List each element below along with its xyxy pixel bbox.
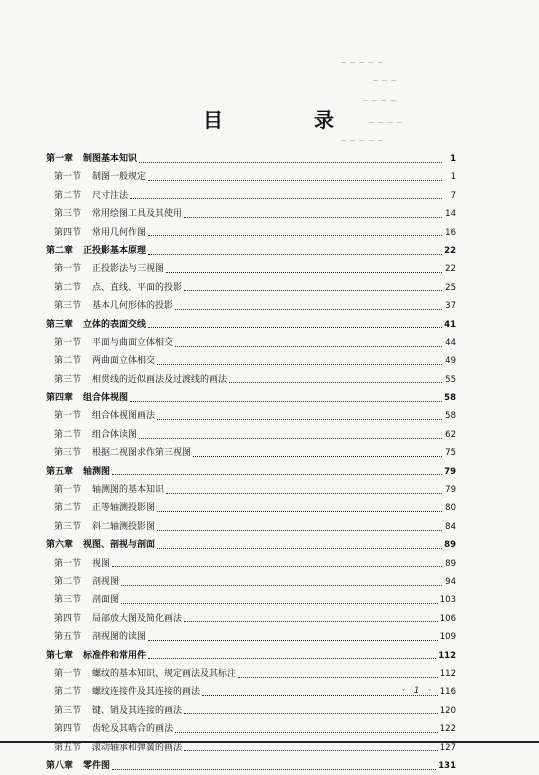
toc-entry-number: 第一节: [54, 558, 82, 569]
toc-page-number: 37: [445, 301, 456, 312]
toc-dot-leader: [130, 192, 442, 199]
toc-entry-title: 齿轮及其啮合的画法: [92, 724, 174, 735]
toc-chapter-row: [46, 463, 456, 481]
toc-section-row: [46, 628, 456, 646]
toc-page-number: 80: [445, 503, 456, 514]
toc-page-number: 14: [445, 209, 456, 220]
toc-entry-number: 第三节: [54, 374, 82, 385]
toc-page-number: 1: [450, 154, 456, 164]
toc-entry-number: 第二节: [54, 282, 82, 293]
faint-handwriting-scribble: ~ ~ ~ ~: [362, 96, 397, 105]
toc-page-number: 89: [444, 540, 456, 551]
toc-page-number: 112: [438, 650, 456, 661]
toc-page-number: 127: [439, 742, 456, 753]
toc-dot-leader: [148, 652, 436, 659]
toc-entry-title: 点、直线、平面的投影: [92, 282, 183, 293]
toc-entry-number: 第一节: [54, 668, 82, 679]
toc-entry-title: 正投影基本原理: [83, 245, 147, 256]
toc-entry-title: 斜二轴测投影图: [92, 521, 156, 532]
toc-entry-number: 第三节: [54, 301, 82, 312]
toc-entry-title: 两曲面立体相交: [92, 356, 156, 367]
toc-entry-number: 第二节: [54, 429, 82, 440]
toc-entry-number: 第五节: [54, 742, 82, 753]
toc-page-number: 75: [445, 448, 456, 459]
toc-entry-title: 局部放大图及简化画法: [92, 613, 183, 624]
toc-page-number: 22: [444, 245, 456, 256]
toc-section-row: [46, 591, 456, 609]
toc-entry-number: 第一章: [46, 154, 74, 164]
toc-section-row: [46, 665, 456, 683]
toc-entry-title: 立体的表面交线: [83, 319, 147, 330]
toc-page-number: 62: [445, 429, 456, 440]
table-of-contents: [46, 150, 456, 775]
toc-section-row: [46, 224, 456, 242]
toc-entry-title: 常用几何作图: [92, 227, 147, 238]
toc-entry-number: 第一节: [54, 411, 82, 422]
toc-dot-leader: [175, 340, 442, 347]
toc-chapter-row: [46, 647, 456, 665]
toc-dot-leader: [184, 707, 438, 714]
toc-entry-title: 螺纹的基本知识、规定画法及其标注: [92, 668, 237, 679]
toc-page-number: 55: [445, 374, 456, 385]
toc-dot-leader: [193, 450, 442, 457]
toc-entry-title: 常用绘图工具及其使用: [92, 209, 183, 220]
toc-page-number: 94: [445, 576, 456, 587]
toc-page-number: 58: [444, 393, 456, 404]
toc-dot-leader: [139, 432, 442, 439]
toc-entry-number: 第七章: [46, 650, 74, 661]
toc-dot-leader: [121, 597, 438, 604]
toc-entry-title: 尺寸注法: [92, 190, 129, 201]
toc-dot-leader: [184, 615, 438, 622]
toc-entry-title: 组合体视图画法: [92, 411, 156, 422]
toc-chapter-row: [46, 389, 456, 407]
toc-section-row: [46, 518, 456, 536]
toc-section-row: [46, 334, 456, 352]
toc-section-row: [46, 702, 456, 720]
toc-page-number: 49: [445, 356, 456, 367]
toc-section-row: [46, 297, 456, 315]
toc-entry-title: 组合体读图: [92, 429, 138, 440]
toc-dot-leader: [112, 560, 442, 567]
toc-entry-title: 制图基本知识: [83, 154, 138, 164]
toc-dot-leader: [148, 248, 442, 255]
toc-page-number: 44: [445, 337, 456, 348]
toc-chapter-row: [46, 316, 456, 334]
toc-section-row: [46, 683, 456, 701]
toc-entry-number: 第三章: [46, 319, 74, 330]
toc-entry-title: 轴测图: [83, 466, 111, 477]
toc-entry-number: 第三节: [54, 521, 82, 532]
toc-page-number: 84: [445, 521, 456, 532]
toc-section-row: [46, 407, 456, 425]
toc-entry-number: 第八章: [46, 760, 74, 771]
toc-entry-number: 第四节: [54, 227, 82, 238]
toc-dot-leader: [175, 726, 438, 733]
toc-section-row: [46, 444, 456, 462]
toc-entry-number: 第二节: [54, 503, 82, 514]
toc-entry-title: 剖视图的读图: [92, 632, 147, 643]
toc-dot-leader: [157, 524, 442, 531]
toc-section-row: [46, 371, 456, 389]
toc-entry-title: 制图一般规定: [92, 172, 147, 183]
toc-entry-title: 正投影法与三视图: [92, 264, 165, 275]
toc-page-number: 116: [439, 687, 456, 698]
toc-page-number: 109: [439, 632, 456, 643]
toc-page-number: 79: [445, 485, 456, 496]
toc-dot-leader: [139, 156, 442, 163]
toc-chapter-row: [46, 757, 456, 775]
toc-chapter-row: [46, 536, 456, 554]
toc-entry-number: 第一节: [54, 485, 82, 496]
toc-entry-number: 第三节: [54, 448, 82, 459]
toc-dot-leader: [148, 321, 442, 328]
toc-dot-leader: [157, 358, 442, 365]
toc-dot-leader: [148, 174, 442, 181]
toc-entry-number: 第一节: [54, 172, 82, 183]
toc-entry-title: 基本几何形体的投影: [92, 301, 174, 312]
toc-page-number: 22: [445, 264, 456, 275]
toc-entry-title: 视图、剖视与剖面: [83, 540, 156, 551]
toc-dot-leader: [130, 395, 442, 402]
toc-entry-title: 剖视图: [92, 576, 120, 587]
toc-section-row: [46, 720, 456, 738]
toc-dot-leader: [157, 505, 442, 512]
faint-handwriting-scribble: ~ ~ ~ ~ ~: [340, 136, 384, 145]
faint-handwriting-scribble: ~ ~ ~: [372, 76, 398, 85]
toc-page-number: 41: [444, 319, 456, 330]
toc-entry-number: 第三节: [54, 209, 82, 220]
faint-handwriting-scribble: ~ ~ ~ ~ ~: [340, 58, 384, 67]
toc-entry-number: 第五章: [46, 466, 74, 477]
toc-entry-number: 第三节: [54, 705, 82, 716]
toc-section-row: [46, 352, 456, 370]
toc-entry-number: 第一节: [54, 264, 82, 275]
toc-section-row: [46, 168, 456, 186]
toc-section-row: [46, 610, 456, 628]
toc-section-row: [46, 481, 456, 499]
page-footer-mark: · 1 ·: [402, 686, 435, 696]
toc-section-row: [46, 555, 456, 573]
toc-dot-leader: [238, 671, 438, 678]
toc-entry-number: 第二节: [54, 687, 82, 698]
toc-entry-number: 第二节: [54, 190, 82, 201]
toc-page-number: 1: [450, 172, 456, 183]
toc-entry-title: 零件图: [83, 760, 111, 771]
toc-entry-title: 剖面图: [92, 595, 120, 606]
toc-chapter-row: [46, 150, 456, 168]
toc-dot-leader: [148, 634, 438, 641]
toc-entry-title: 标准件和常用件: [83, 650, 147, 661]
toc-entry-number: 第六章: [46, 540, 74, 551]
toc-dot-leader: [229, 376, 442, 383]
toc-dot-leader: [184, 211, 442, 218]
toc-entry-title: 组合体视图: [83, 393, 129, 404]
toc-section-row: [46, 573, 456, 591]
toc-entry-number: 第二节: [54, 356, 82, 367]
toc-dot-leader: [112, 468, 442, 475]
toc-section-row: [46, 279, 456, 297]
toc-chapter-row: [46, 242, 456, 260]
toc-dot-leader: [148, 229, 442, 236]
toc-page-number: 103: [439, 595, 456, 606]
toc-dot-leader: [112, 763, 436, 770]
toc-entry-number: 第一节: [54, 337, 82, 348]
toc-page-number: 79: [444, 466, 456, 477]
toc-page-number: 131: [438, 760, 456, 771]
toc-entry-number: 第二节: [54, 576, 82, 587]
toc-dot-leader: [157, 413, 442, 420]
toc-section-row: [46, 499, 456, 517]
toc-entry-title: 视图: [92, 558, 111, 569]
toc-page-number: 7: [450, 190, 456, 201]
toc-entry-number: 第三节: [54, 595, 82, 606]
toc-page-number: 58: [445, 411, 456, 422]
toc-entry-number: 第四章: [46, 393, 74, 404]
toc-entry-number: 第五节: [54, 632, 82, 643]
toc-entry-title: 相贯线的近似画法及过渡线的画法: [92, 374, 228, 385]
toc-dot-leader: [157, 542, 442, 549]
toc-dot-leader: [121, 579, 442, 586]
toc-entry-title: 键、销及其连接的画法: [92, 705, 183, 716]
toc-page-number: 25: [445, 282, 456, 293]
bottom-rule: [0, 741, 539, 743]
toc-page-number: 16: [445, 227, 456, 238]
toc-page-number: 89: [445, 558, 456, 569]
toc-page-number: 120: [439, 705, 456, 716]
toc-dot-leader: [184, 744, 438, 751]
toc-section-row: [46, 187, 456, 205]
toc-entry-title: 轴测图的基本知识: [92, 485, 165, 496]
toc-section-row: [46, 426, 456, 444]
toc-page-number: 106: [439, 613, 456, 624]
page-title: 目 录: [203, 108, 376, 132]
toc-entry-title: 平面与曲面立体相交: [92, 337, 174, 348]
toc-entry-title: 螺纹连接件及其连接的画法: [92, 687, 201, 698]
toc-dot-leader: [166, 266, 442, 273]
toc-entry-title: 滚动轴承和弹簧的画法: [92, 742, 183, 753]
toc-page-number: 112: [439, 668, 456, 679]
faint-handwriting-scribble: ~ ~ ~ ~: [368, 118, 403, 127]
toc-page-number: 122: [439, 724, 456, 735]
toc-dot-leader: [184, 284, 442, 291]
toc-dot-leader: [166, 487, 442, 494]
toc-entry-number: 第四节: [54, 724, 82, 735]
toc-entry-number: 第四节: [54, 613, 82, 624]
toc-dot-leader: [175, 303, 442, 310]
toc-entry-title: 正等轴测投影图: [92, 503, 156, 514]
toc-section-row: [46, 205, 456, 223]
toc-section-row: [46, 260, 456, 278]
toc-entry-title: 根据二视图求作第三视图: [92, 448, 192, 459]
toc-entry-number: 第二章: [46, 245, 74, 256]
